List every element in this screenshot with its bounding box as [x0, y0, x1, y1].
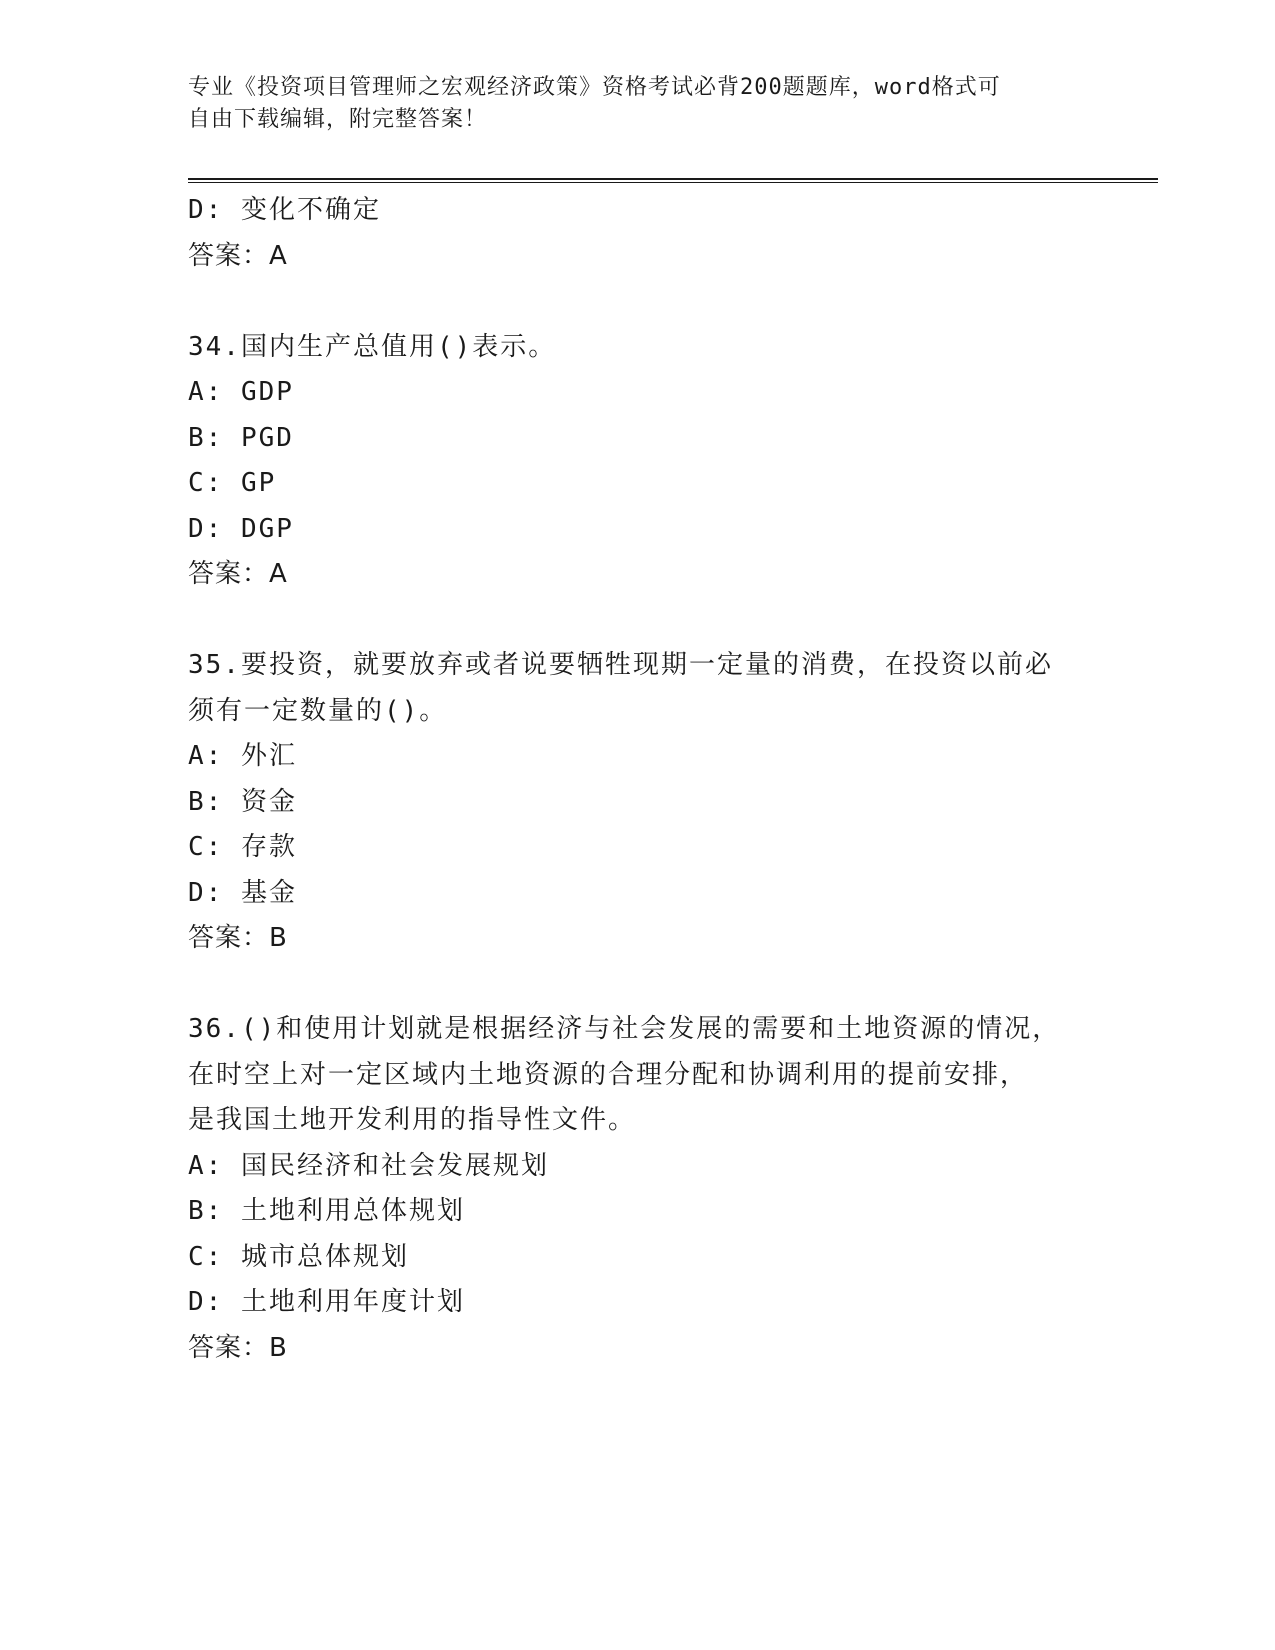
option-d: D: DGP — [188, 513, 294, 544]
option-c: C: 城市总体规划 — [188, 1241, 409, 1272]
document-header — [188, 72, 1088, 136]
option-d: D: 变化不确定 — [188, 195, 381, 225]
option-b: B: 土地利用总体规划 — [188, 1196, 465, 1226]
question-list — [188, 188, 1158, 1371]
previous-question-tail — [188, 188, 1158, 279]
option-d: D: 土地利用年度计划 — [188, 1287, 465, 1317]
header-divider — [188, 178, 1158, 183]
spacer — [188, 279, 1158, 325]
spacer — [188, 962, 1158, 1008]
question-stem-line-2: 须有一定数量的()。 — [188, 695, 448, 726]
option-d: D: 基金 — [188, 877, 297, 908]
option-a: A: 国民经济和社会发展规划 — [188, 1150, 549, 1181]
answer: 答案：B — [188, 1332, 288, 1363]
header-line-2: 自由下载编辑，附完整答案！ — [188, 107, 488, 132]
question-stem-line-1: 35.要投资，就要放弃或者说要牺牲现期一定量的消费，在投资以前必 — [188, 650, 1053, 680]
question-34 — [188, 325, 1158, 598]
question-36 — [188, 1007, 1158, 1371]
question-stem-line-2: 在时空上对一定区域内土地资源的合理分配和协调利用的提前安排， — [188, 1059, 1029, 1090]
question-stem-line-1: 36.()和使用计划就是根据经济与社会发展的需要和土地资源的情况， — [188, 1014, 1061, 1044]
spacer — [188, 598, 1158, 644]
header-line-1: 专业《投资项目管理师之宏观经济政策》资格考试必背200题题库，word格式可 — [188, 75, 1001, 100]
option-b: B: PGD — [188, 422, 294, 453]
answer: 答案：B — [188, 923, 288, 953]
answer: 答案：A — [188, 559, 288, 589]
question-stem-line-3: 是我国土地开发利用的指导性文件。 — [188, 1105, 637, 1135]
option-c: C: GP — [188, 468, 277, 498]
question-stem: 34.国内生产总值用()表示。 — [188, 331, 557, 362]
answer: 答案：A — [188, 240, 288, 271]
option-a: A: 外汇 — [188, 741, 297, 771]
question-35 — [188, 643, 1158, 962]
option-c: C: 存款 — [188, 832, 297, 862]
option-a: A: GDP — [188, 377, 294, 407]
option-b: B: 资金 — [188, 786, 297, 817]
